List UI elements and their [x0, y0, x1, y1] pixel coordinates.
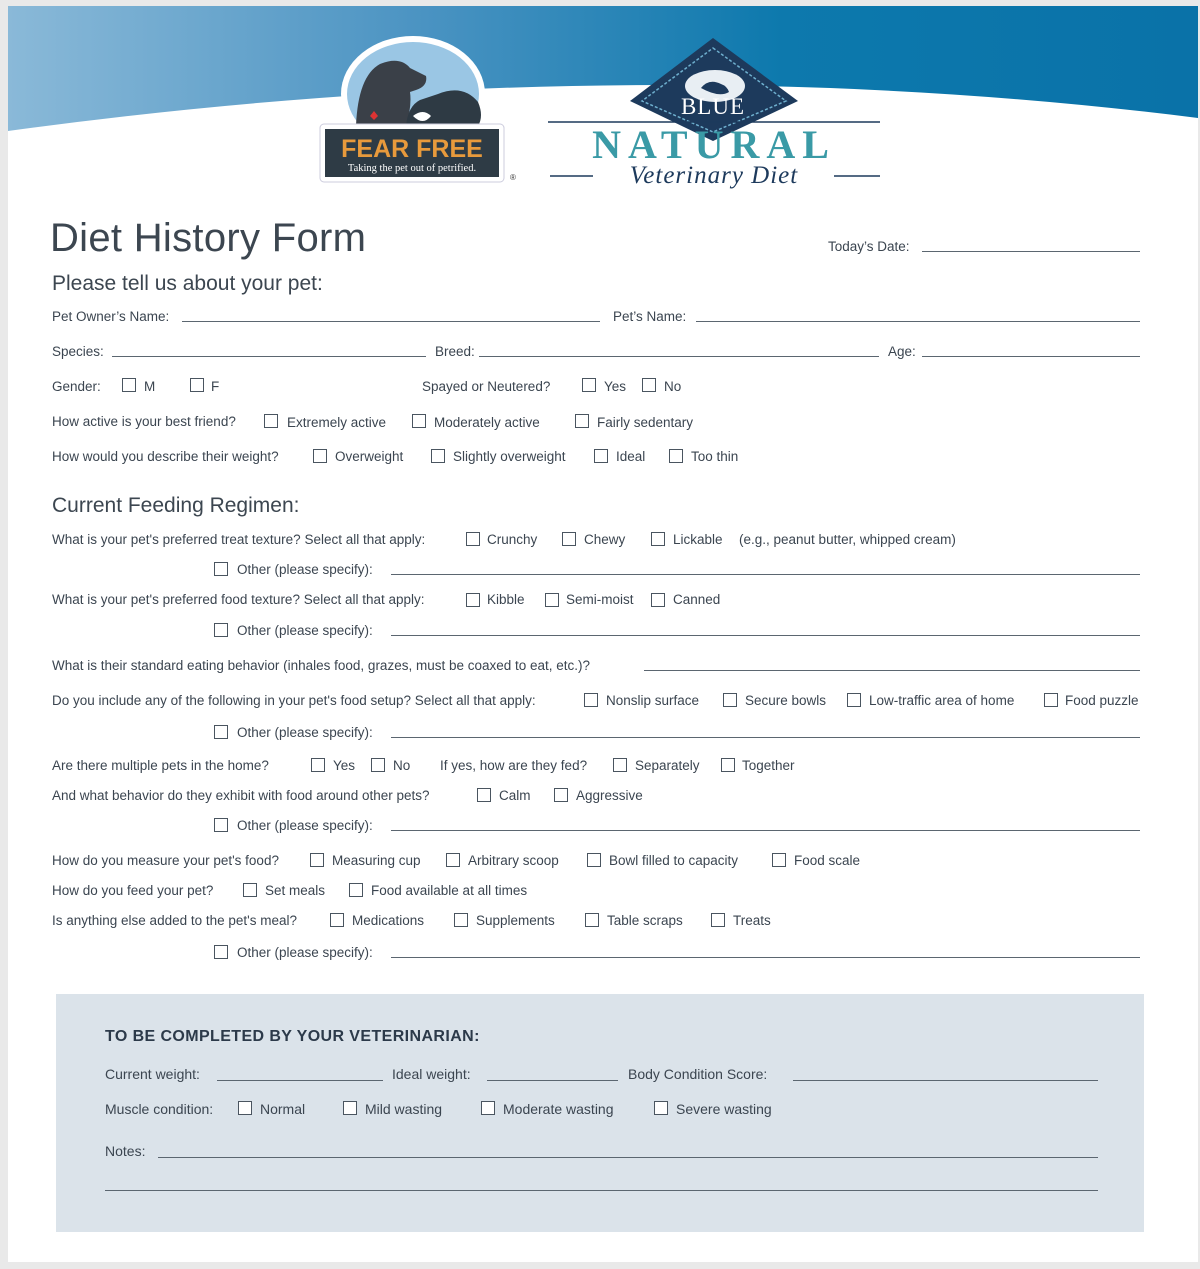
setup-nonslip-label: Nonslip surface	[606, 693, 700, 708]
muscle-normal-label: Normal	[260, 1101, 306, 1117]
added-treats-checkbox[interactable]	[711, 913, 725, 927]
ideal-weight-label: Ideal weight:	[392, 1066, 471, 1082]
added-medications-checkbox[interactable]	[330, 913, 344, 927]
spayed-label: Spayed or Neutered?	[422, 379, 551, 394]
treat-lickable-example: (e.g., peanut butter, whipped cream)	[739, 532, 956, 547]
multiple-no-label: No	[393, 758, 411, 773]
gender-m-label: M	[144, 379, 156, 394]
vet-section-heading: TO BE COMPLETED BY YOUR VETERINARIAN:	[105, 1028, 480, 1045]
multiple-yes-label: Yes	[333, 758, 356, 773]
behavior-other-label: Other (please specify):	[237, 818, 373, 833]
fed-together-label: Together	[742, 758, 795, 773]
todays-date-label: Today’s Date:	[828, 239, 910, 254]
owner-name-label: Pet Owner’s Name:	[52, 309, 170, 324]
bcs-label: Body Condition Score:	[628, 1066, 768, 1082]
food-other-checkbox[interactable]	[214, 623, 228, 637]
measure-bowl-checkbox[interactable]	[587, 853, 601, 867]
measure-question: How do you measure your pet's food?	[52, 853, 279, 868]
weight-overweight-label: Overweight	[335, 449, 404, 464]
weight-thin-checkbox[interactable]	[669, 449, 683, 463]
treat-crunchy-checkbox[interactable]	[466, 532, 480, 546]
muscle-moderate-checkbox[interactable]	[481, 1101, 495, 1115]
setup-lowtraffic-checkbox[interactable]	[847, 693, 861, 707]
spayed-no-label: No	[664, 379, 682, 394]
muscle-severe-checkbox[interactable]	[654, 1101, 668, 1115]
added-question: Is anything else added to the pet's meal?	[52, 913, 297, 928]
svg-text:BLUE: BLUE	[680, 94, 746, 119]
food-kibble-checkbox[interactable]	[466, 593, 480, 607]
behavior-calm-label: Calm	[499, 788, 531, 803]
gender-m-checkbox[interactable]	[122, 378, 136, 392]
veterinarian-section	[56, 994, 1144, 1232]
gender-f-label: F	[211, 379, 220, 394]
food-semimoist-checkbox[interactable]	[545, 593, 559, 607]
feed-freechoice-label: Food available at all times	[371, 883, 528, 898]
weight-ideal-checkbox[interactable]	[594, 449, 608, 463]
added-scraps-checkbox[interactable]	[585, 913, 599, 927]
pet-section-heading: Please tell us about your pet:	[52, 272, 323, 295]
page-title: Diet History Form	[50, 216, 367, 260]
eating-behavior-question: What is their standard eating behavior (inhales food, grazes, must be coaxed to eat, etc.)?	[52, 658, 591, 673]
fed-separately-checkbox[interactable]	[613, 758, 627, 772]
spayed-no-checkbox[interactable]	[642, 378, 656, 392]
food-setup-question: Do you include any of the following in your pet's food setup? Select all that apply:	[52, 693, 536, 708]
behavior-calm-checkbox[interactable]	[477, 788, 491, 802]
activity-extremely-checkbox[interactable]	[264, 414, 278, 428]
breed-label: Breed:	[435, 344, 475, 359]
breed-field[interactable]	[479, 356, 879, 357]
fed-together-checkbox[interactable]	[721, 758, 735, 772]
feed-freechoice-checkbox[interactable]	[349, 883, 363, 897]
treat-lickable-label: Lickable	[673, 532, 723, 547]
header-wave	[8, 6, 1198, 131]
weight-question: How would you describe their weight?	[52, 449, 279, 464]
setup-secure-checkbox[interactable]	[723, 693, 737, 707]
setup-other-label: Other (please specify):	[237, 725, 373, 740]
svg-text:FEAR FREE: FEAR FREE	[341, 135, 483, 163]
added-treats-label: Treats	[733, 913, 771, 928]
treat-chewy-checkbox[interactable]	[562, 532, 576, 546]
weight-thin-label: Too thin	[691, 449, 739, 464]
species-field[interactable]	[112, 356, 426, 357]
food-canned-checkbox[interactable]	[651, 593, 665, 607]
spayed-yes-checkbox[interactable]	[582, 378, 596, 392]
diet-history-form-page	[8, 6, 1198, 1262]
gender-label: Gender:	[52, 379, 101, 394]
feeding-section-heading: Current Feeding Regimen:	[52, 494, 300, 517]
measure-cup-checkbox[interactable]	[310, 853, 324, 867]
setup-lowtraffic-label: Low-traffic area of home	[869, 693, 1015, 708]
added-supplements-checkbox[interactable]	[454, 913, 468, 927]
food-semimoist-label: Semi-moist	[566, 592, 634, 607]
food-canned-label: Canned	[673, 592, 721, 607]
treat-texture-question: What is your pet's preferred treat texture? Select all that apply:	[52, 532, 426, 547]
feed-setmeals-label: Set meals	[265, 883, 326, 898]
measure-cup-label: Measuring cup	[332, 853, 421, 868]
activity-sedentary-checkbox[interactable]	[575, 414, 589, 428]
activity-sedentary-label: Fairly sedentary	[597, 415, 694, 430]
eating-behavior-field[interactable]	[644, 670, 1140, 671]
spayed-yes-label: Yes	[604, 379, 627, 394]
treat-other-label: Other (please specify):	[237, 562, 373, 577]
owner-name-field[interactable]	[182, 321, 600, 322]
svg-text:NATURAL: NATURAL	[592, 122, 836, 167]
fed-separately-label: Separately	[635, 758, 700, 773]
feed-setmeals-checkbox[interactable]	[243, 883, 257, 897]
svg-text:Taking the pet out of petrifie: Taking the pet out of petrified.	[347, 163, 477, 174]
muscle-mild-label: Mild wasting	[365, 1101, 443, 1117]
species-label: Species:	[52, 344, 104, 359]
age-field[interactable]	[922, 356, 1140, 357]
bcs-field[interactable]	[793, 1080, 1098, 1081]
setup-other-field[interactable]	[391, 737, 1140, 738]
behavior-other-checkbox[interactable]	[214, 818, 228, 832]
multiple-pets-question: Are there multiple pets in the home?	[52, 758, 269, 773]
weight-overweight-checkbox[interactable]	[313, 449, 327, 463]
muscle-moderate-label: Moderate wasting	[503, 1101, 614, 1117]
measure-bowl-label: Bowl filled to capacity	[609, 853, 739, 868]
todays-date-field[interactable]	[922, 251, 1140, 252]
current-weight-label: Current weight:	[105, 1066, 200, 1082]
setup-secure-label: Secure bowls	[745, 693, 827, 708]
ideal-weight-field[interactable]	[487, 1080, 618, 1081]
gender-f-checkbox[interactable]	[190, 378, 204, 392]
activity-moderately-checkbox[interactable]	[412, 414, 426, 428]
fed-question: If yes, how are they fed?	[440, 758, 588, 773]
food-other-field[interactable]	[391, 635, 1140, 636]
muscle-mild-checkbox[interactable]	[343, 1101, 357, 1115]
measure-scale-label: Food scale	[794, 853, 861, 868]
svg-text:®: ®	[510, 173, 516, 182]
food-other-label: Other (please specify):	[237, 623, 373, 638]
muscle-normal-checkbox[interactable]	[238, 1101, 252, 1115]
measure-scale-checkbox[interactable]	[772, 853, 786, 867]
added-other-checkbox[interactable]	[214, 945, 228, 959]
measure-scoop-label: Arbitrary scoop	[468, 853, 559, 868]
setup-other-checkbox[interactable]	[214, 725, 228, 739]
pet-name-field[interactable]	[696, 321, 1140, 322]
multiple-no-checkbox[interactable]	[371, 758, 385, 772]
food-kibble-label: Kibble	[487, 592, 525, 607]
multiple-yes-checkbox[interactable]	[311, 758, 325, 772]
setup-puzzle-label: Food puzzle	[1065, 693, 1139, 708]
added-other-label: Other (please specify):	[237, 945, 373, 960]
svg-text:Veterinary Diet: Veterinary Diet	[629, 162, 799, 189]
activity-question: How active is your best friend?	[52, 414, 236, 429]
treat-chewy-label: Chewy	[584, 532, 626, 547]
weight-slightly-checkbox[interactable]	[431, 449, 445, 463]
muscle-condition-label: Muscle condition:	[105, 1101, 214, 1117]
notes-field-line-2[interactable]	[105, 1190, 1098, 1191]
notes-label: Notes:	[105, 1143, 146, 1159]
muscle-severe-label: Severe wasting	[676, 1101, 772, 1117]
header-banner	[8, 6, 1198, 206]
behavior-other-field[interactable]	[391, 830, 1140, 831]
treat-other-checkbox[interactable]	[214, 562, 228, 576]
measure-scoop-checkbox[interactable]	[446, 853, 460, 867]
weight-ideal-label: Ideal	[616, 449, 646, 464]
activity-extremely-label: Extremely active	[287, 415, 387, 430]
added-supplements-label: Supplements	[476, 913, 555, 928]
added-scraps-label: Table scraps	[607, 913, 683, 928]
added-medications-label: Medications	[352, 913, 425, 928]
weight-slightly-label: Slightly overweight	[453, 449, 566, 464]
treat-lickable-checkbox[interactable]	[651, 532, 665, 546]
food-texture-question: What is your pet's preferred food texture? Select all that apply:	[52, 592, 425, 607]
behavior-aggressive-label: Aggressive	[576, 788, 643, 803]
behavior-question: And what behavior do they exhibit with food around other pets?	[52, 788, 430, 803]
age-label: Age:	[888, 344, 916, 359]
added-other-field[interactable]	[391, 957, 1140, 958]
current-weight-field[interactable]	[217, 1080, 383, 1081]
treat-crunchy-label: Crunchy	[487, 532, 538, 547]
activity-moderately-label: Moderately active	[434, 415, 540, 430]
feed-question: How do you feed your pet?	[52, 883, 214, 898]
setup-puzzle-checkbox[interactable]	[1044, 693, 1058, 707]
setup-nonslip-checkbox[interactable]	[584, 693, 598, 707]
pet-name-label: Pet’s Name:	[613, 309, 687, 324]
notes-field-line-1[interactable]	[158, 1157, 1098, 1158]
treat-other-field[interactable]	[391, 574, 1140, 575]
behavior-aggressive-checkbox[interactable]	[554, 788, 568, 802]
